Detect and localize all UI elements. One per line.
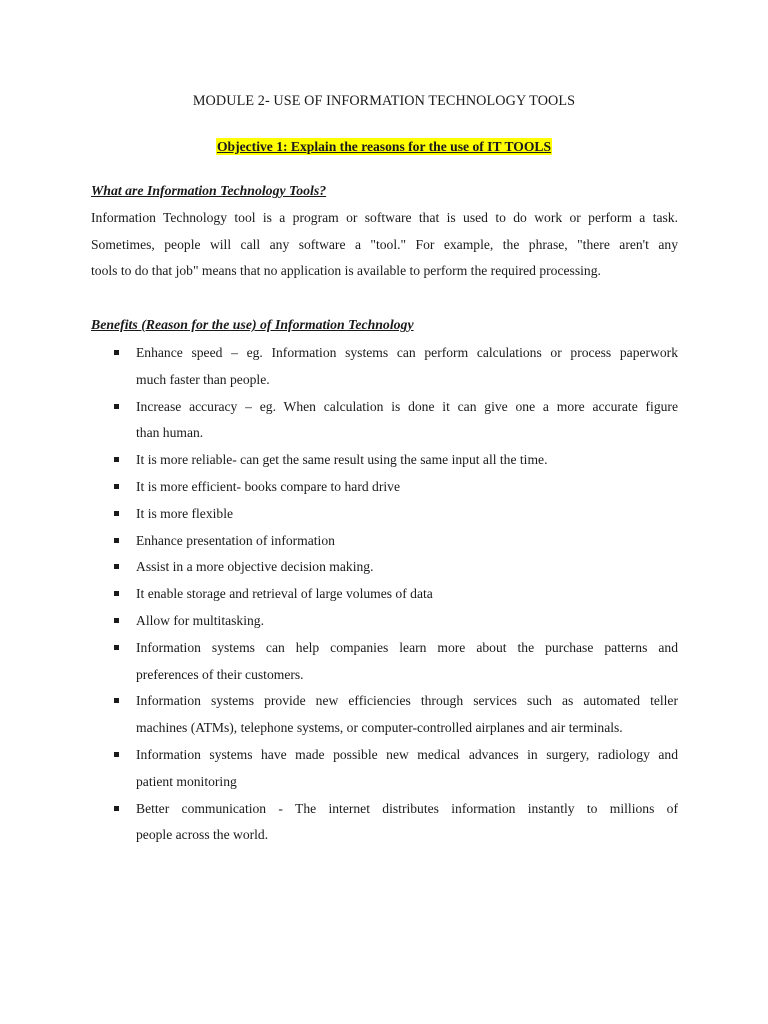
list-item-line: Information systems have made possible new medical advances in surgery, radiology and xyxy=(136,746,678,762)
list-item xyxy=(114,478,678,505)
square-bullet-icon xyxy=(114,457,119,462)
square-bullet-icon xyxy=(114,591,119,596)
list-item-line: Assist in a more objective decision making. xyxy=(136,559,374,575)
list-item xyxy=(114,532,678,559)
section-heading-benefits: Benefits (Reason for the use) of Information Technology xyxy=(91,317,414,332)
paragraph-line: tools to do that job" means that no application is available to perform the required processing. xyxy=(91,263,601,278)
square-bullet-icon xyxy=(114,350,119,355)
list-item-line: It enable storage and retrieval of large volumes of data xyxy=(136,586,433,602)
list-item-line: Information systems provide new efficiencies through services such as automated teller xyxy=(136,693,678,709)
list-item xyxy=(114,451,678,478)
list-item-line: It is more reliable- can get the same result using the same input all the time. xyxy=(136,452,548,468)
list-item xyxy=(114,505,678,532)
list-item-line: Enhance presentation of information xyxy=(136,532,335,548)
list-item xyxy=(114,692,678,746)
list-item-line: Better communication - The internet distributes information instantly to millions of xyxy=(136,800,678,816)
list-item xyxy=(114,585,678,612)
square-bullet-icon xyxy=(114,404,119,409)
list-item-line: Enhance speed – eg. Information systems can perform calculations or process paperwork xyxy=(136,345,678,360)
list-item xyxy=(114,800,678,854)
objective-container xyxy=(0,138,768,156)
list-item-line: Increase accuracy – eg. When calculation is done it can give one a more accurate figure xyxy=(136,398,678,414)
list-item-line: people across the world. xyxy=(136,827,269,843)
it-tools-paragraph xyxy=(91,209,678,289)
list-item-line: Allow for multitasking. xyxy=(136,612,264,628)
list-item-line: Information systems can help companies learn more about the purchase patterns and xyxy=(136,639,678,655)
list-item xyxy=(114,746,678,800)
square-bullet-icon xyxy=(114,564,119,569)
list-item-line: It is more flexible xyxy=(136,505,234,521)
square-bullet-icon xyxy=(114,538,119,543)
paragraph-line: Information Technology tool is a program or software that is used to do work or perform a task. xyxy=(91,210,678,225)
paragraph-line: Sometimes, people will call any software a "tool." For example, the phrase, "there aren't any xyxy=(91,236,678,252)
section-heading-it-tools: What are Information Technology Tools? xyxy=(91,183,327,198)
list-item-line: It is more efficient- books compare to hard drive xyxy=(136,478,400,494)
square-bullet-icon xyxy=(114,618,119,623)
square-bullet-icon xyxy=(114,645,119,650)
square-bullet-icon xyxy=(114,698,119,703)
list-item xyxy=(114,612,678,639)
list-item-line: patient monitoring xyxy=(136,773,237,789)
list-item xyxy=(114,639,678,693)
square-bullet-icon xyxy=(114,511,119,516)
list-item-line: machines (ATMs), telephone systems, or computer-controlled airplanes and air terminals. xyxy=(136,720,623,736)
list-item xyxy=(114,558,678,585)
module-title: MODULE 2- USE OF INFORMATION TECHNOLOGY TOOLS xyxy=(192,93,576,109)
list-item-line: much faster than people. xyxy=(136,371,270,387)
benefits-list xyxy=(114,344,678,853)
square-bullet-icon xyxy=(114,806,119,811)
square-bullet-icon xyxy=(114,752,119,757)
square-bullet-icon xyxy=(114,484,119,489)
list-item xyxy=(114,344,678,398)
list-item-line: preferences of their customers. xyxy=(136,666,304,682)
objective-highlight: Objective 1: Explain the reasons for the use of IT TOOLS xyxy=(216,139,552,154)
list-item-line: than human. xyxy=(136,425,204,441)
list-item xyxy=(114,398,678,452)
